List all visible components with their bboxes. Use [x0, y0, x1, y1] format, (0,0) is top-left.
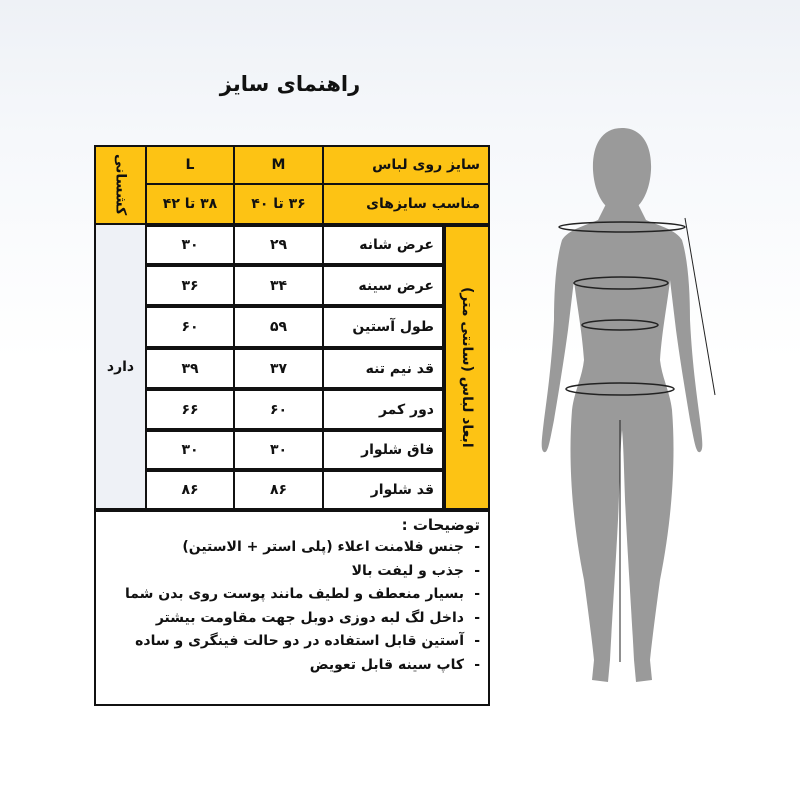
note-item	[104, 607, 480, 631]
note-bullet: -	[474, 586, 480, 602]
note-text: جذب و لیفت بالا	[351, 562, 464, 579]
row-value-m: ۲۹	[233, 225, 324, 265]
notes-box	[94, 510, 490, 706]
body-shape	[542, 204, 703, 682]
note-item	[104, 560, 480, 584]
body-silhouette-figure	[520, 118, 740, 698]
note-bullet: -	[474, 609, 480, 626]
header-size-l: L	[145, 145, 235, 185]
dimensions-label: ابعاد لباس (سانتی متر)	[444, 225, 490, 510]
header-fits-label: مناسب سایزهای	[322, 183, 490, 225]
row-value-l: ۳۰	[145, 225, 235, 265]
row-value-m: ۳۷	[233, 348, 324, 389]
stretch-value: دارد	[94, 223, 147, 510]
note-bullet: -	[474, 656, 480, 673]
note-bullet: -	[474, 562, 480, 579]
row-value-m: ۶۰	[233, 389, 324, 430]
header-size-m: M	[233, 145, 324, 185]
row-label-top-length: قد نیم تنه	[322, 348, 444, 389]
note-item	[104, 654, 480, 678]
row-label-chest: عرض سینه	[322, 265, 444, 306]
stretch-header: کشسانی	[94, 145, 147, 225]
note-text: داخل لگ لبه دوزی دوبل جهت مقاومت بیشتر	[155, 609, 464, 626]
row-label-pants-length: قد شلوار	[322, 470, 444, 510]
row-value-m: ۳۴	[233, 265, 324, 306]
row-label-sleeve: طول آستین	[322, 306, 444, 348]
row-value-m: ۸۶	[233, 470, 324, 510]
note-bullet: -	[474, 633, 480, 649]
header-fits-m: ۳۶ تا ۴۰	[233, 183, 324, 225]
silhouette	[542, 128, 703, 682]
row-label-rise: فاق شلوار	[322, 430, 444, 470]
row-value-l: ۳۹	[145, 348, 235, 389]
note-bullet: -	[474, 539, 480, 555]
note-text: جنس فلامنت اعلاء (پلی استر + الاستین)	[182, 539, 464, 555]
note-text: کاپ سینه قابل تعویض	[309, 656, 464, 673]
page-title: راهنمای سایز	[219, 72, 361, 96]
row-value-l: ۳۰	[145, 430, 235, 470]
row-value-l: ۸۶	[145, 470, 235, 510]
note-item	[104, 630, 480, 654]
row-value-l: ۶۰	[145, 306, 235, 348]
row-value-m: ۵۹	[233, 306, 324, 348]
head-shape	[593, 128, 651, 211]
row-value-l: ۶۶	[145, 389, 235, 430]
row-label-shoulder: عرض شانه	[322, 225, 444, 265]
row-value-m: ۳۰	[233, 430, 324, 470]
note-item	[104, 583, 480, 607]
header-fits-l: ۳۸ تا ۴۲	[145, 183, 235, 225]
note-text: بسیار منعطف و لطیف مانند پوست روی بدن شما	[124, 586, 464, 602]
row-label-waist: دور کمر	[322, 389, 444, 430]
row-value-l: ۳۶	[145, 265, 235, 306]
note-item	[104, 536, 480, 560]
header-size-label: سایز روی لباس	[322, 145, 490, 185]
note-text: آستین قابل استفاده در دو حالت فینگری و ساده	[135, 633, 464, 649]
notes-title: توضیحات :	[401, 516, 480, 534]
